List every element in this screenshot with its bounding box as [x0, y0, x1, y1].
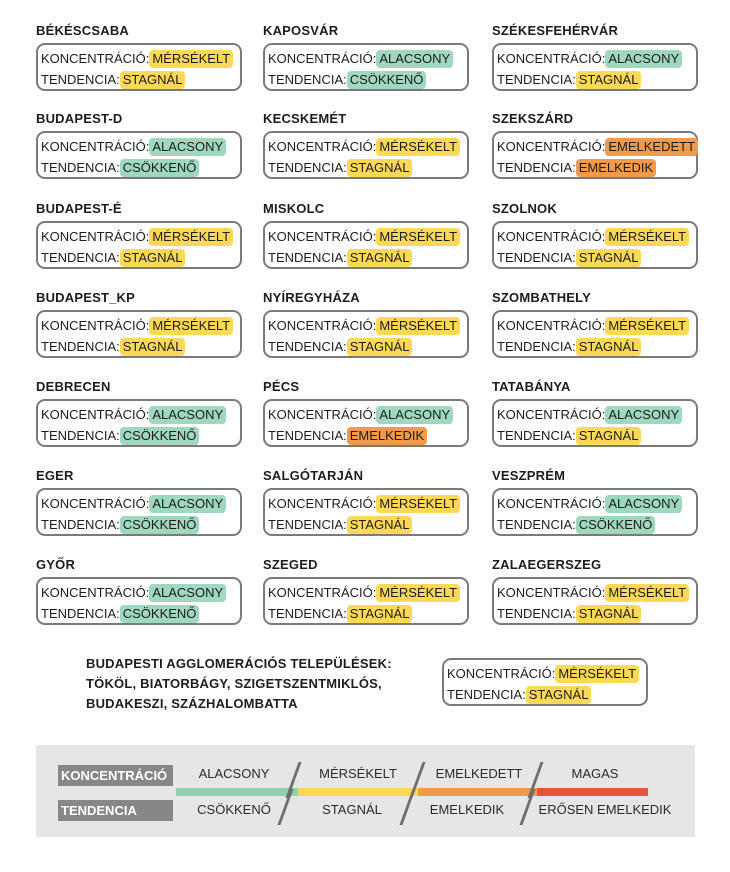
legend-concentration-level: ALACSONY	[198, 766, 270, 781]
legend-color-low	[176, 788, 298, 796]
agglomeration-card	[442, 655, 648, 706]
concentration-row	[268, 582, 467, 603]
city-block-kaposvar	[263, 22, 469, 91]
status-card	[36, 221, 242, 269]
trend-row	[497, 425, 696, 446]
trend-row	[497, 247, 696, 268]
agglomeration-text	[86, 654, 392, 714]
city-name: SZOMBATHELY	[492, 290, 591, 305]
trend-row	[41, 514, 240, 535]
trend-label: TENDENCIA:	[268, 339, 347, 354]
status-card	[492, 399, 698, 447]
legend-trend-level: ERŐSEN EMELKEDIK	[538, 802, 672, 817]
trend-badge: STAGNÁL	[347, 516, 413, 534]
city-block-zalaegerszeg	[492, 556, 698, 625]
city-block-tatabanya	[492, 378, 698, 447]
concentration-label: KONCENTRÁCIÓ:	[447, 666, 556, 681]
city-block-bekescsaba	[36, 22, 242, 91]
trend-row	[497, 69, 696, 90]
trend-row	[497, 157, 696, 178]
concentration-label: KONCENTRÁCIÓ:	[497, 229, 606, 244]
status-card	[492, 310, 698, 358]
city-name: KAPOSVÁR	[263, 23, 339, 38]
concentration-row	[497, 226, 696, 247]
concentration-badge: ALACSONY	[149, 406, 226, 424]
city-name: BÉKÉSCSABA	[36, 23, 130, 38]
trend-label: TENDENCIA:	[268, 606, 347, 621]
status-card	[263, 221, 469, 269]
concentration-row	[41, 493, 240, 514]
concentration-row	[268, 136, 467, 157]
trend-label: TENDENCIA:	[268, 517, 347, 532]
trend-badge: EMELKEDIK	[347, 427, 427, 445]
trend-badge: STAGNÁL	[576, 427, 642, 445]
concentration-row	[41, 226, 240, 247]
trend-row	[447, 684, 646, 705]
city-name: KECSKEMÉT	[263, 111, 347, 126]
city-block-kecskemet	[263, 110, 469, 179]
concentration-label: KONCENTRÁCIÓ:	[41, 139, 150, 154]
trend-row	[268, 603, 467, 624]
concentration-badge: ALACSONY	[149, 495, 226, 513]
status-card	[36, 310, 242, 358]
trend-label: TENDENCIA:	[41, 517, 120, 532]
city-name: MISKOLC	[263, 201, 325, 216]
trend-label: TENDENCIA:	[268, 160, 347, 175]
city-name: ZALAEGERSZEG	[492, 557, 602, 572]
concentration-label: KONCENTRÁCIÓ:	[268, 51, 377, 66]
status-card	[263, 131, 469, 179]
trend-label: TENDENCIA:	[497, 160, 576, 175]
status-card	[492, 43, 698, 91]
trend-label: TENDENCIA:	[497, 72, 576, 87]
concentration-row	[41, 48, 240, 69]
trend-row	[41, 247, 240, 268]
concentration-row	[268, 493, 467, 514]
concentration-label: KONCENTRÁCIÓ:	[268, 585, 377, 600]
concentration-label: KONCENTRÁCIÓ:	[268, 229, 377, 244]
legend-concentration-level: EMELKEDETT	[435, 766, 523, 781]
trend-label: TENDENCIA:	[268, 72, 347, 87]
status-card	[263, 43, 469, 91]
legend	[36, 745, 695, 837]
trend-badge: STAGNÁL	[347, 249, 413, 267]
concentration-badge: MÉRSÉKELT	[555, 665, 639, 683]
city-name: GYŐR	[36, 557, 76, 572]
concentration-label: KONCENTRÁCIÓ:	[497, 51, 606, 66]
city-block-budapest-d	[36, 110, 242, 179]
trend-label: TENDENCIA:	[41, 339, 120, 354]
concentration-badge: MÉRSÉKELT	[149, 317, 233, 335]
concentration-row	[268, 226, 467, 247]
trend-row	[497, 514, 696, 535]
trend-label: TENDENCIA:	[497, 250, 576, 265]
concentration-label: KONCENTRÁCIÓ:	[268, 139, 377, 154]
trend-badge: STAGNÁL	[347, 338, 413, 356]
city-name: SZEKSZÁRD	[492, 111, 574, 126]
city-block-szolnok	[492, 200, 698, 269]
city-block-szeged	[263, 556, 469, 625]
status-card	[36, 577, 242, 625]
concentration-label: KONCENTRÁCIÓ:	[41, 229, 150, 244]
trend-badge: STAGNÁL	[347, 605, 413, 623]
trend-row	[41, 425, 240, 446]
city-block-szekesfehervar	[492, 22, 698, 91]
trend-row	[268, 157, 467, 178]
legend-concentration-level: MAGAS	[571, 766, 619, 781]
legend-color-moderate	[298, 788, 418, 796]
city-block-miskolc	[263, 200, 469, 269]
trend-badge: EMELKEDIK	[576, 159, 656, 177]
concentration-label: KONCENTRÁCIÓ:	[497, 318, 606, 333]
legend-color-high	[537, 788, 648, 796]
concentration-row	[497, 48, 696, 69]
trend-row	[497, 336, 696, 357]
trend-badge: CSÖKKENŐ	[120, 427, 200, 445]
concentration-badge: ALACSONY	[605, 50, 682, 68]
trend-label: TENDENCIA:	[497, 339, 576, 354]
concentration-badge: MÉRSÉKELT	[376, 495, 460, 513]
concentration-row	[41, 136, 240, 157]
agglomeration-list-line-1: TÖKÖL, BIATORBÁGY, SZIGETSZENTMIKLÓS,	[86, 676, 382, 691]
concentration-badge: EMELKEDETT	[605, 138, 698, 156]
city-block-szombathely	[492, 289, 698, 358]
trend-badge: CSÖKKENŐ	[576, 516, 656, 534]
trend-row	[41, 69, 240, 90]
city-name: DEBRECEN	[36, 379, 111, 394]
city-block-salgotarjan	[263, 467, 469, 536]
concentration-badge: ALACSONY	[376, 50, 453, 68]
concentration-badge: ALACSONY	[605, 406, 682, 424]
city-name: SZOLNOK	[492, 201, 557, 216]
city-block-budapest-e	[36, 200, 242, 269]
city-block-nyiregyhaza	[263, 289, 469, 358]
trend-label: TENDENCIA:	[41, 428, 120, 443]
trend-badge: STAGNÁL	[526, 686, 592, 704]
trend-row	[268, 69, 467, 90]
concentration-badge: MÉRSÉKELT	[605, 228, 689, 246]
status-card	[492, 131, 698, 179]
trend-label: TENDENCIA:	[447, 687, 526, 702]
trend-badge: CSÖKKENŐ	[120, 159, 200, 177]
trend-row	[41, 336, 240, 357]
city-block-pecs	[263, 378, 469, 447]
legend-trend-level: EMELKEDIK	[429, 802, 505, 817]
concentration-row	[268, 404, 467, 425]
status-card	[263, 399, 469, 447]
trend-label: TENDENCIA:	[41, 250, 120, 265]
concentration-badge: ALACSONY	[149, 138, 226, 156]
concentration-label: KONCENTRÁCIÓ:	[497, 407, 606, 422]
concentration-label: KONCENTRÁCIÓ:	[268, 318, 377, 333]
trend-badge: STAGNÁL	[347, 159, 413, 177]
city-block-debrecen	[36, 378, 242, 447]
concentration-badge: MÉRSÉKELT	[376, 138, 460, 156]
city-name: TATABÁNYA	[492, 379, 571, 394]
trend-row	[268, 336, 467, 357]
trend-badge: STAGNÁL	[120, 71, 186, 89]
trend-label: TENDENCIA:	[497, 428, 576, 443]
concentration-badge: ALACSONY	[605, 495, 682, 513]
trend-row	[41, 603, 240, 624]
concentration-badge: MÉRSÉKELT	[149, 228, 233, 246]
status-card	[36, 488, 242, 536]
concentration-row	[41, 582, 240, 603]
status-card	[492, 221, 698, 269]
status-card	[263, 310, 469, 358]
trend-badge: CSÖKKENŐ	[120, 516, 200, 534]
city-name: PÉCS	[263, 379, 300, 394]
trend-row	[268, 514, 467, 535]
trend-badge: STAGNÁL	[576, 71, 642, 89]
trend-badge: STAGNÁL	[120, 338, 186, 356]
concentration-badge: MÉRSÉKELT	[376, 228, 460, 246]
city-name: BUDAPEST-É	[36, 201, 122, 216]
status-card	[442, 658, 648, 706]
city-block-gyor	[36, 556, 242, 625]
trend-badge: STAGNÁL	[576, 249, 642, 267]
city-name: VESZPRÉM	[492, 468, 566, 483]
status-card	[492, 577, 698, 625]
concentration-row	[497, 136, 696, 157]
concentration-badge: ALACSONY	[149, 584, 226, 602]
trend-label: TENDENCIA:	[268, 428, 347, 443]
trend-row	[268, 247, 467, 268]
city-name: SZÉKESFEHÉRVÁR	[492, 23, 619, 38]
city-block-veszprem	[492, 467, 698, 536]
concentration-badge: MÉRSÉKELT	[376, 584, 460, 602]
status-card	[36, 399, 242, 447]
concentration-badge: ALACSONY	[376, 406, 453, 424]
legend-concentration-title: KONCENTRÁCIÓ	[58, 765, 173, 786]
concentration-row	[41, 315, 240, 336]
legend-trend-level: STAGNÁL	[322, 802, 382, 817]
trend-badge: STAGNÁL	[576, 605, 642, 623]
concentration-row	[497, 315, 696, 336]
city-name: BUDAPEST_KP	[36, 290, 135, 305]
trend-label: TENDENCIA:	[41, 72, 120, 87]
city-name: SALGÓTARJÁN	[263, 468, 364, 483]
concentration-label: KONCENTRÁCIÓ:	[268, 496, 377, 511]
concentration-row	[268, 315, 467, 336]
trend-row	[497, 603, 696, 624]
trend-label: TENDENCIA:	[268, 250, 347, 265]
status-card	[263, 488, 469, 536]
concentration-badge: MÉRSÉKELT	[376, 317, 460, 335]
concentration-badge: MÉRSÉKELT	[149, 50, 233, 68]
trend-label: TENDENCIA:	[41, 160, 120, 175]
legend-trend-level: CSÖKKENŐ	[197, 802, 271, 817]
concentration-label: KONCENTRÁCIÓ:	[41, 585, 150, 600]
city-name: EGER	[36, 468, 74, 483]
agglomeration-list-line-2: BUDAKESZI, SZÁZHALOMBATTA	[86, 696, 298, 711]
status-card	[36, 131, 242, 179]
concentration-row	[41, 404, 240, 425]
trend-badge: STAGNÁL	[576, 338, 642, 356]
trend-row	[268, 425, 467, 446]
trend-badge: STAGNÁL	[120, 249, 186, 267]
status-card	[263, 577, 469, 625]
concentration-label: KONCENTRÁCIÓ:	[41, 496, 150, 511]
agglomeration-title: BUDAPESTI AGGLOMERÁCIÓS TELEPÜLÉSEK:	[86, 656, 392, 671]
legend-color-elevated	[418, 788, 537, 796]
status-card	[492, 488, 698, 536]
concentration-label: KONCENTRÁCIÓ:	[41, 318, 150, 333]
concentration-badge: MÉRSÉKELT	[605, 584, 689, 602]
city-block-eger	[36, 467, 242, 536]
concentration-label: KONCENTRÁCIÓ:	[41, 407, 150, 422]
trend-row	[41, 157, 240, 178]
status-card	[36, 43, 242, 91]
concentration-label: KONCENTRÁCIÓ:	[41, 51, 150, 66]
concentration-label: KONCENTRÁCIÓ:	[497, 585, 606, 600]
concentration-row	[497, 493, 696, 514]
concentration-label: KONCENTRÁCIÓ:	[497, 139, 606, 154]
trend-label: TENDENCIA:	[497, 606, 576, 621]
legend-trend-title: TENDENCIA	[58, 800, 173, 821]
trend-label: TENDENCIA:	[41, 606, 120, 621]
legend-concentration-level: MÉRSÉKELT	[319, 766, 397, 781]
city-block-budapest-kp	[36, 289, 242, 358]
trend-label: TENDENCIA:	[497, 517, 576, 532]
concentration-label: KONCENTRÁCIÓ:	[497, 496, 606, 511]
trend-badge: CSÖKKENŐ	[347, 71, 427, 89]
city-block-szekszard	[492, 110, 698, 179]
concentration-row	[268, 48, 467, 69]
concentration-row	[497, 582, 696, 603]
concentration-row	[447, 663, 646, 684]
concentration-row	[497, 404, 696, 425]
trend-badge: CSÖKKENŐ	[120, 605, 200, 623]
concentration-label: KONCENTRÁCIÓ:	[268, 407, 377, 422]
city-name: SZEGED	[263, 557, 318, 572]
city-name: NYÍREGYHÁZA	[263, 290, 360, 305]
city-name: BUDAPEST-D	[36, 111, 123, 126]
concentration-badge: MÉRSÉKELT	[605, 317, 689, 335]
